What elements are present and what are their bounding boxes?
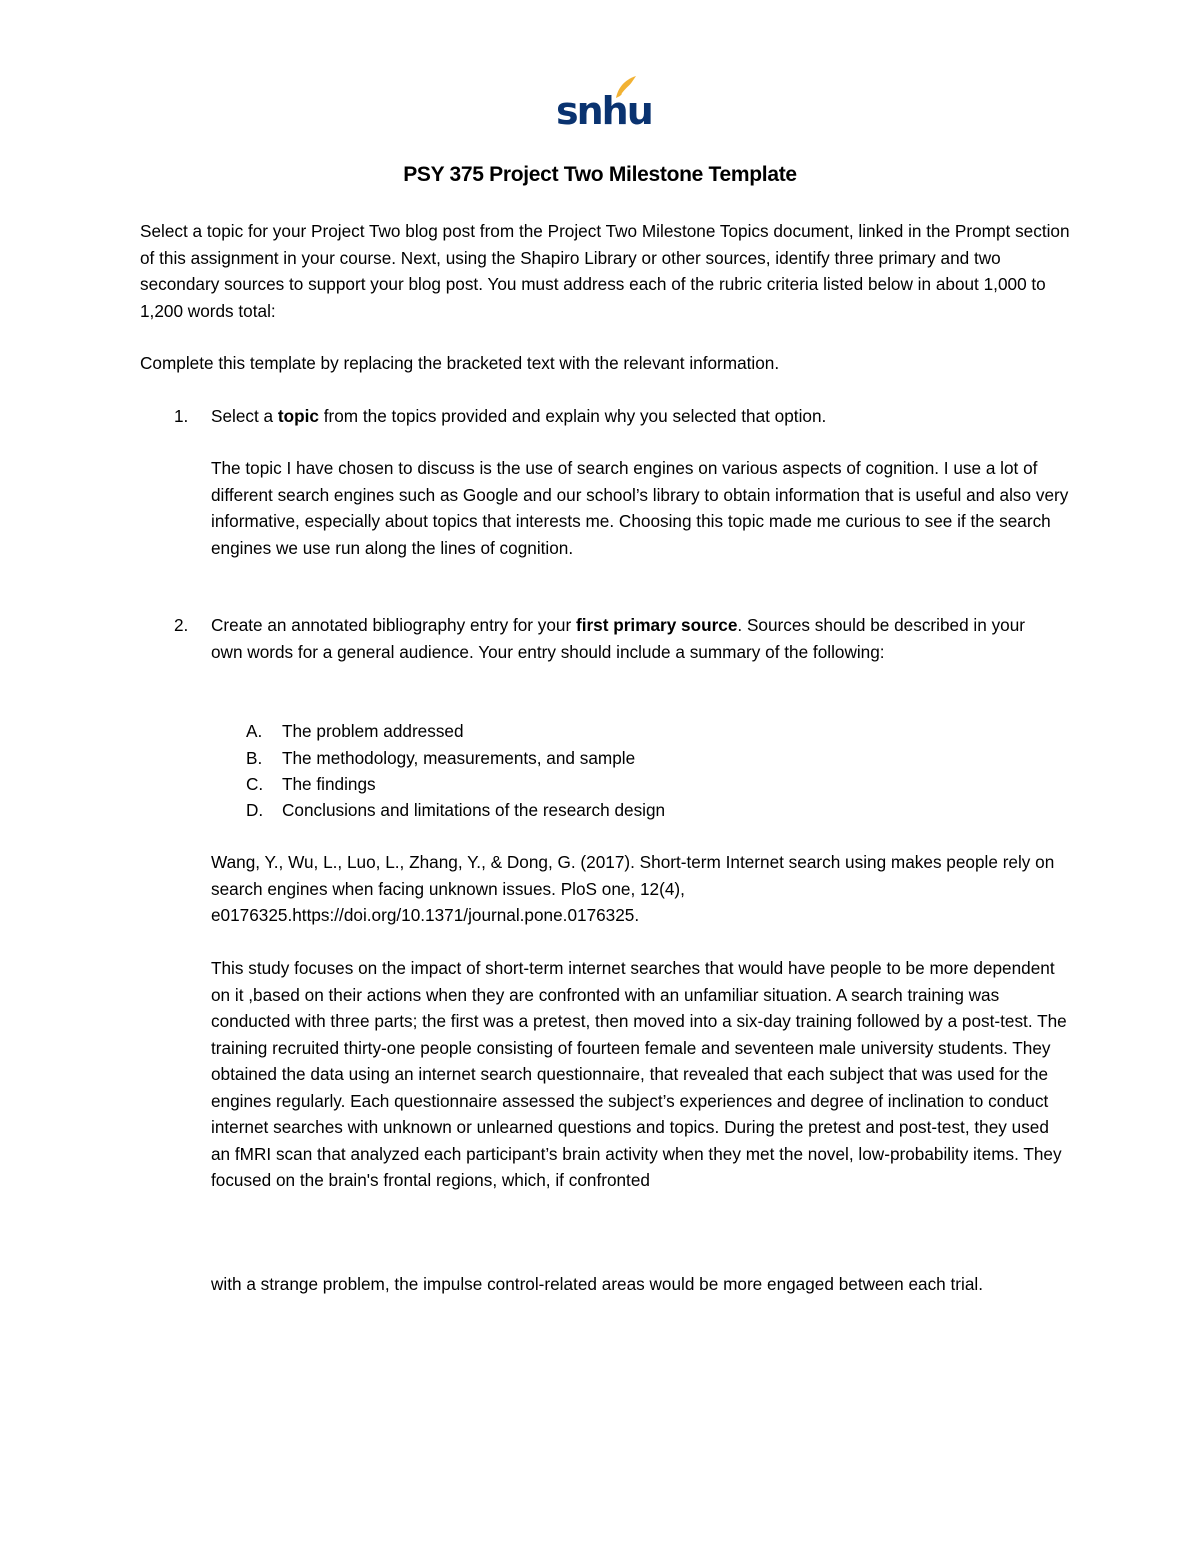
instruction-paragraph: Complete this template by replacing the bracketed text with the relevant information. (140, 353, 780, 373)
subitem-text: The problem addressed (282, 721, 464, 741)
subitem-letter: B. (246, 748, 263, 768)
summary-continuation: with a strange problem, the impulse control-related areas would be more engaged between each trial. (211, 1274, 983, 1294)
item-2-prompt (211, 612, 1041, 665)
subitem-d (246, 797, 665, 824)
subitem-a (246, 718, 464, 745)
item-1-post: from the topics provided and explain why you selected that option. (318, 406, 827, 426)
subitem-c (246, 771, 376, 798)
item-1-prompt (211, 403, 1071, 430)
subitem-text: Conclusions and limitations of the research design (282, 800, 666, 820)
item-1-answer: The topic I have chosen to discuss is the use of search engines on various aspects of cognition. I use a lot of different search engines such as Google and our school’s library to obtain information that is useful and also very informative, especially about topics that interests me. Choosing this topic made me curious to see if the search engines we use run along the lines of cognition. (211, 458, 1069, 558)
logo-wordmark: snhu (556, 89, 652, 133)
item-1-number: 1. (174, 406, 189, 426)
subitem-letter: C. (246, 774, 264, 794)
item-1-keyword: topic (277, 406, 319, 426)
subitem-b (246, 745, 635, 772)
page-title: PSY 375 Project Two Milestone Template (403, 163, 797, 186)
source-summary: This study focuses on the impact of short-term internet searches that would have people to be more dependent on it ,based on their actions when they are confronted with an unfamiliar situation. A search training was conducted with three parts; the first was a pretest, then moved into a six-day training followed by a post-test. The training recruited thirty-one people consisting of fourteen female and seventeen male university students. They obtained the data using an internet search questionnaire, that revealed that each subject that was used for the engines regularly. Each questionnaire assessed the subject’s experiences and degree of inclination to conduct internet searches with unknown or unlearned questions and topics. During the pretest and post-test, they used an fMRI scan that analyzed each participant’s brain activity when they met the novel, low-probability items. They focused on the brain's frontal regions, which, if confronted (211, 958, 1067, 1190)
item-2-number: 2. (174, 615, 189, 635)
item-2-pre: Create an annotated bibliography entry for your (211, 615, 576, 635)
subitem-letter: D. (246, 800, 264, 820)
subitem-text: The methodology, measurements, and sample (282, 748, 636, 768)
snhu-logo (556, 74, 652, 134)
bibliography-citation: Wang, Y., Wu, L., Luo, L., Zhang, Y., & Dong, G. (2017). Short-term Internet search using makes people rely on search engines when facing unknown issues. PloS one, 12(4), e0176325.https://doi.org/10.1371/journal.pone.0176325. (211, 852, 1055, 925)
subitem-letter: A. (246, 721, 263, 741)
subitem-text: The findings (282, 774, 376, 794)
item-2-keyword: first primary source (575, 615, 738, 635)
item-1-pre: Select a (211, 406, 278, 426)
item-2-post: . Sources should be described in your own words for a general audience. Your entry should include a summary of the following: (211, 615, 1026, 662)
intro-paragraph: Select a topic for your Project Two blog post from the Project Two Milestone Topics document, linked in the Prompt section of this assignment in your course. Next, using the Shapiro Library or other sources, identify three primary and two secondary sources to support your blog post. You must address each of the rubric criteria listed below in about 1,000 to 1,200 words total: (140, 221, 1070, 321)
